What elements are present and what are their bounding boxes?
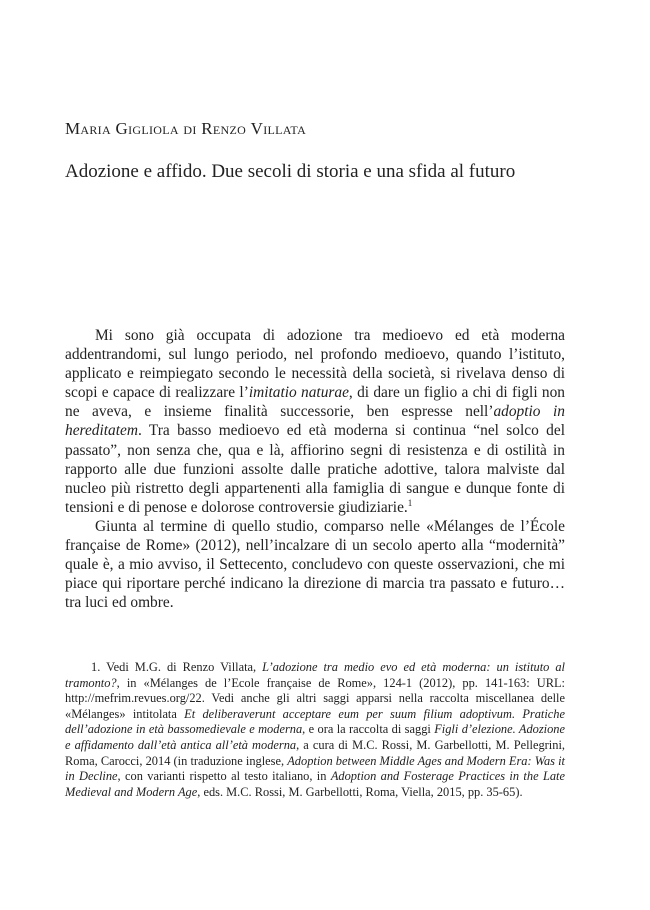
author-last-name-2: Villata xyxy=(250,119,307,138)
footnote-segment: , in «Mélanges de l’Ecole française de Rome», 124-1 (2012), pp. 141-163: URL: http://mefrim.revues.org/22. Vedi anche gli altri saggi apparsi nella raccolta miscellanea delle «Mélanges» intitolata xyxy=(65,675,565,721)
cited-title: Adoption between Middle Ages and Modern Era: Was it in Decline xyxy=(65,753,565,784)
footnote-segment: , a cura di M.C. Rossi, M. Garbellotti, M. Pellegrini, Roma, Carocci, 2014 (in traduzione inglese, xyxy=(65,737,565,768)
footnote-segment: , e ora la raccolta di saggi xyxy=(302,722,435,737)
footnote-segment: , eds. M.C. Rossi, M. Garbellotti, Roma, Viella, 2015, pp. 35-65). xyxy=(197,784,523,799)
paragraph-text: . Tra basso medioevo ed età moderna si continua “nel solco del passato”, non senza che, qua e là, affiorino segni di resistenza e di ostilità in rapporto alle due funzioni assolte dalle pratiche adottive, talora malviste dal nucleo più ristretto degli appartenenti alla famiglia di sangue e dunque fonte di tensioni e di penose e dolorose controversie giudiziarie. xyxy=(65,422,565,516)
paragraph: Giunta al termine di quello studio, comparso nelle «Mélanges de l’École française de Rome» (2012), nell’incalzare di un secolo aperto alla “modernità” quale è, a mio avviso, il Settecento, concludevo con queste osservazioni, che mi piace qui riportare perché indicano la direzione di marcia tra passato e futuro… tra luci ed ombre. xyxy=(65,517,565,612)
cited-title: Et deliberaverunt acceptare eum per suum filium adoptivum. Pratiche dell’adozione in età bassomedievale e moderna xyxy=(65,706,565,737)
body-text xyxy=(65,326,565,612)
author-name xyxy=(65,119,565,139)
cited-title: Figli d’elezione. Adozione e affidamento dall’età antica all’età moderna xyxy=(65,722,565,752)
cited-title: L’adozione tra medio evo ed età moderna: un istituto al tramonto? xyxy=(65,660,565,690)
paragraph xyxy=(65,326,565,517)
footnote-text xyxy=(65,660,565,800)
author-last-name-1: Renzo xyxy=(201,119,247,138)
paragraph-text: Mi sono già occupata di adozione tra medioevo ed età moderna addentrandomi, sul lungo periodo, nel profondo medioevo, quando l’istituto, applicato e reimpiegato secondo le necessità della società, si rivelava denso di scopi e capace di realizzare l’ xyxy=(65,327,565,402)
footnote xyxy=(65,660,565,800)
italic-term: adoptio in hereditatem xyxy=(65,403,565,440)
italic-term: imitatio naturae xyxy=(248,384,349,402)
author-first-name: Maria xyxy=(65,119,111,138)
footnote-lead: 1. Vedi M.G. di Renzo Villata, xyxy=(91,660,263,674)
chapter-title: Adozione e affido. Due secoli di storia e una sfida al futuro xyxy=(65,161,516,182)
author-particle: di xyxy=(183,119,197,138)
author-middle-name: Gigliola xyxy=(115,119,179,138)
footnote-reference: 1 xyxy=(407,497,413,508)
paragraph-text: , di dare un figlio a chi di figli non ne aveva, e insieme finalità successorie, ben espresse nell’ xyxy=(65,384,565,421)
document-page xyxy=(65,0,565,910)
cited-title: Adoption and Fosterage Practices in the Late Medieval and Modern Age xyxy=(65,769,565,799)
footnote-segment: , con varianti rispetto al testo italiano, in xyxy=(117,769,331,784)
